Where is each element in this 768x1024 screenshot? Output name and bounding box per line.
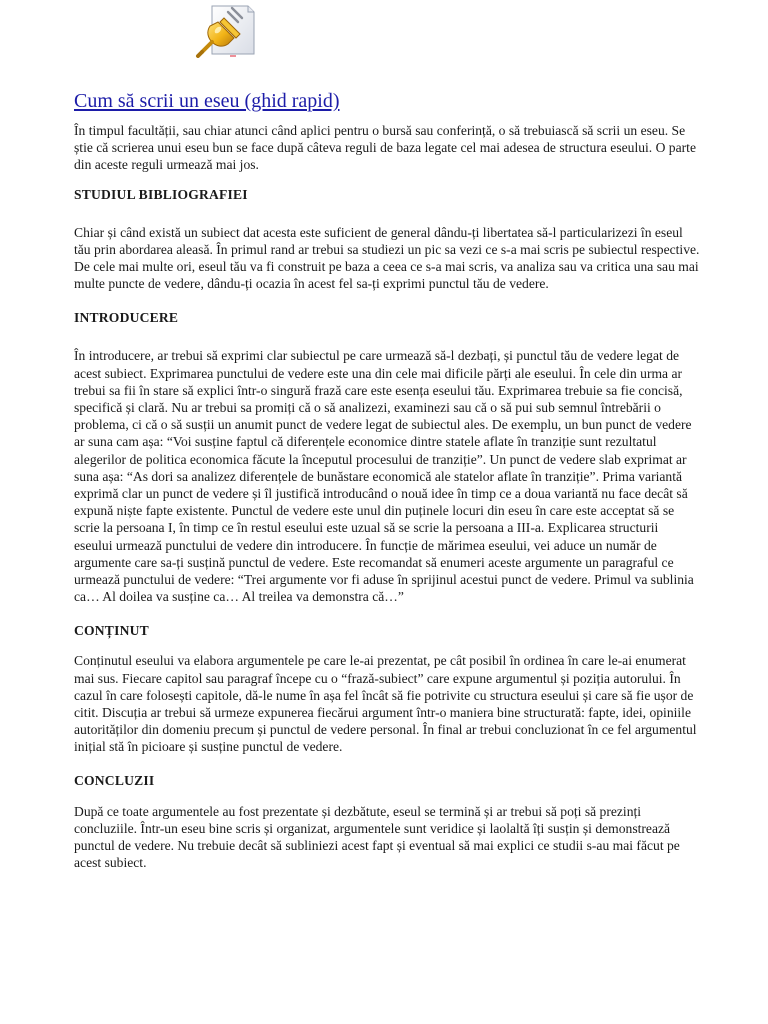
intro-paragraph: În timpul facultății, sau chiar atunci când aplici pentru o bursă sau conferință, o să trebuiască să scrii un eseu. Se știe că scrierea unui eseu bun se face după câteva reguli de baza legate cel mai adesea de structura eseului. O parte din aceste reguli urmează mai jos. — [74, 123, 696, 173]
section-text-continut: Conținutul eseului va elabora argumentele pe care le-ai prezentat, pe cât posibil în ordinea în care le-ai enumerat mai sus. Fiecare capitol sau paragraf începe cu o “frază-subiect” care expune argumentul și poziția autorului. În cazul în care folosești capitole, dă-le nume în așa fel încât să fie potrivite cu structura eseului și care să fie ușor de citit. Discuția ar trebui să urmeze expunerea fiecărui argument într-o maniera bine structurată: fapte, idei, opiniile autorităților din domeniu precum și punctul de vedere personal. În final ar trebui concluzionat în ce fel argumentul inițial stă în picioare și susține punctul de vedere. — [74, 653, 697, 755]
section-text-concluzii: După ce toate argumentele au fost prezentate și dezbătute, eseul se termină și ar trebui să poți să prezinți concluziile. Într-un eseu bine scris și organizat, argumentele sunt veridice și laolaltă îți susțin și demonstrează punctul de vedere. Nu trebuie decât să subliniezi acest fapt și eventual să mai explici ce studii s-au mai făcut pe acest subiect. — [74, 803, 680, 871]
document-body — [74, 122, 700, 890]
section-heading-studiul-bibliografiei: STUDIUL BIBLIOGRAFIEI — [74, 186, 248, 202]
section-text-introducere: În introducere, ar trebui să exprimi clar subiectul pe care urmează să-l dezbați, și punctul tău de vedere legat de acest subiect. Exprimarea punctului de vedere este una din cele mai dificile părți ale eseului. În cele din urma ar trebui sa fii în stare să explici într-o singură frază care este esența eseului tău. Exprimarea trebuie sa fie concisă, specifică și clară. Nu ar trebui sa promiți că o să analizezi, examinezi sau că o să pui sub semnul întrebării o problema, ci că o să susții un anumit punct de vedere legat de subiectul ales. De exemplu, un bun punct de vedere ar suna cam așa: “Voi susține faptul că diferențele economice dintre statele aflate în tranziție sunt rezultatul alegerilor de politica economica făcute la începutul procesului de tranziție”. Un punct de vedere slab exprimat ar suna așa: “As dori sa analizez diferențele de bunăstare economică ale statelor aflate în tranziție”. Prima variantă exprimă clar un punct de vedere și îl justifică introducând o nouă idee în timp ce a doua variantă nu face decât să expună niște fapte existente. Punctul de vedere este unul din puținele locuri din eseu în care este acceptat să se scrie la persoana I, în timp ce în restul eseului este uzual să se scrie la persoana a III-a. Explicarea structurii eseului urmează punctului de vedere din introducere. În funcție de mărimea eseului, vei aduce un număr de argumente care sa-ți susțină punctul de vedere. Este recomandat să enumeri aceste argumente un paragraful ce urmează punctului de vedere: “Trei argumente vor fi aduse în sprijinul acestui punct de vedere. Primul va sublinia ca… Al doilea va susține ca… Al treilea va demonstra că…” — [74, 348, 694, 605]
section-heading-introducere: INTRODUCERE — [74, 310, 179, 326]
document-title[interactable]: Cum să scrii un eseu (ghid rapid) — [74, 90, 340, 112]
section-heading-continut: CONȚINUT — [74, 623, 149, 639]
power-plug-icon — [194, 4, 256, 58]
section-text-studiul-bibliografiei: Chiar și când există un subiect dat acesta este suficient de general dându-ți libertatea să-l particularizezi în eseul tău prin abordarea aleasă. În primul rand ar trebui sa studiezi un pic sa vezi ce s-a mai scris pe subiectul respective. De cele mai multe ori, eseul tău va fi construit pe baza a ceea ce s-a mai scris, va analiza sau va critica una sau mai multe puncte de vedere, dându-ți ocazia în acest fel sa-ți exprimi punctul tău de vedere. — [74, 224, 700, 292]
section-heading-concluzii: CONCLUZII — [74, 772, 155, 788]
